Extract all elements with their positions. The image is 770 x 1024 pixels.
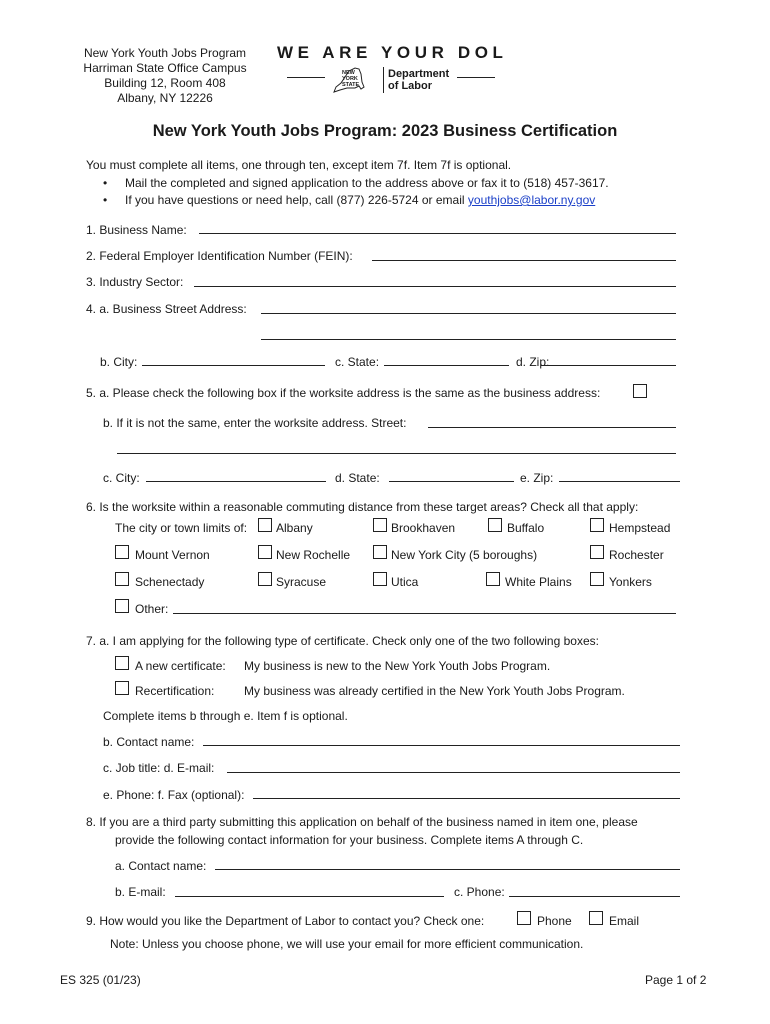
utica-checkbox[interactable] [373,572,387,586]
contact-name-field[interactable] [203,745,680,746]
other-checkbox[interactable] [115,599,129,613]
other-label: Other: [135,602,169,616]
help-instructions [125,193,595,207]
contact-phone-checkbox[interactable] [517,911,531,925]
area-label: White Plains [505,575,572,589]
same-address-checkbox[interactable] [633,384,647,398]
logo-word: NEW [342,70,355,76]
area-label: Buffalo [507,521,545,535]
business-street-field[interactable] [261,313,676,314]
q8a-label: a. Contact name: [115,859,207,873]
q5e-label: e. Zip: [520,471,554,485]
job-title-email-field[interactable] [227,772,680,773]
q5d-label: d. State: [335,471,380,485]
logo-dept-text: Department [388,68,450,80]
business-street-field-2[interactable] [261,339,676,340]
third-party-email-field[interactable] [175,896,444,897]
other-area-field[interactable] [173,613,676,614]
phone-fax-field[interactable] [253,798,680,799]
address-line: Albany, NY 12226 [117,91,213,105]
q5a-label: 5. a. Please check the following box if the worksite address is the same as the business address: [86,386,601,400]
albany-checkbox[interactable] [258,518,272,532]
worksite-street-field-2[interactable] [117,453,676,454]
worksite-city-field[interactable] [146,481,326,482]
q8-label: 8. If you are a third party submitting this application on behalf of the business named in item one, please [86,815,638,829]
area-label: Albany [276,521,313,535]
new-cert-label: A new certificate: [135,659,226,673]
q6-prefix: The city or town limits of: [115,521,248,535]
area-label: Schenectady [135,575,205,589]
contact-note: Note: Unless you choose phone, we will use your email for more efficient communication. [110,937,584,951]
syracuse-checkbox[interactable] [258,572,272,586]
area-label: Mount Vernon [135,548,210,562]
area-label: Utica [391,575,419,589]
logo-word: YORK [342,76,358,82]
worksite-zip-field[interactable] [559,481,680,482]
q8-label-2: provide the following contact information for your business. Complete items A through C. [115,833,584,847]
nyc-checkbox[interactable] [373,545,387,559]
q5c-label: c. City: [103,471,140,485]
schenectady-checkbox[interactable] [115,572,129,586]
q1-label: 1. Business Name: [86,223,187,237]
new-certificate-checkbox[interactable] [115,656,129,670]
area-label: Hempstead [609,521,671,535]
area-label: New Rochelle [276,548,351,562]
third-party-contact-field[interactable] [215,869,680,870]
q2-label: 2. Federal Employer Identification Number (FEIN): [86,249,353,263]
contact-email-checkbox[interactable] [589,911,603,925]
q7c-label: c. Job title: d. E-mail: [103,761,215,775]
q8c-label: c. Phone: [454,885,505,899]
recertification-checkbox[interactable] [115,681,129,695]
phone-option-label: Phone [537,914,572,928]
q7a-label: 7. a. I am applying for the following type of certificate. Check only one of the two following boxes: [86,634,599,648]
logo-dept-text: of Labor [388,80,432,92]
area-label: New York City (5 boroughs) [391,548,538,562]
area-label: Syracuse [276,575,327,589]
q4a-label: 4. a. Business Street Address: [86,302,247,316]
industry-sector-field[interactable] [194,286,676,287]
email-option-label: Email [609,914,640,928]
nys-dol-logo [287,65,497,97]
intro-text: You must complete all items, one through ten, except item 7f. Item 7f is optional. [86,158,512,172]
worksite-state-field[interactable] [389,481,514,482]
address-line: New York Youth Jobs Program [83,46,247,60]
mount-vernon-checkbox[interactable] [115,545,129,559]
q4b-label: b. City: [100,355,138,369]
new-cert-desc: My business is new to the New York Youth Jobs Program. [244,659,551,673]
program-address [60,46,270,106]
q5b-label: b. If it is not the same, enter the worksite address. Street: [103,416,407,430]
address-line: Harriman State Office Campus [83,61,247,75]
new-rochelle-checkbox[interactable] [258,545,272,559]
logo-word: STATE [342,82,360,88]
q8b-label: b. E-mail: [115,885,166,899]
worksite-street-field[interactable] [428,427,676,428]
q6-label: 6. Is the worksite within a reasonable commuting distance from these target areas? Check all that apply: [86,500,639,514]
mail-instructions: Mail the completed and signed application to the address above or fax it to (518) 457-3617. [125,176,609,190]
page-number: Page 1 of 2 [645,973,707,987]
bullet-icon: • [103,193,108,207]
address-line: Building 12, Room 408 [104,76,226,90]
area-label: Rochester [609,548,664,562]
q3-label: 3. Industry Sector: [86,275,184,289]
q4c-label: c. State: [335,355,380,369]
complete-items-note: Complete items b through e. Item f is optional. [103,709,348,723]
business-name-field[interactable] [199,233,676,234]
business-zip-field[interactable] [541,365,676,366]
area-label: Yonkers [609,575,652,589]
business-city-field[interactable] [142,365,325,366]
q9-label: 9. How would you like the Department of Labor to contact you? Check one: [86,914,485,928]
form-title: New York Youth Jobs Program: 2023 Business Certification [152,122,618,140]
recert-desc: My business was already certified in the New York Youth Jobs Program. [244,684,625,698]
brookhaven-checkbox[interactable] [373,518,387,532]
white-plains-checkbox[interactable] [486,572,500,586]
third-party-phone-field[interactable] [509,896,680,897]
q4d-label: d. Zip: [516,355,550,369]
business-state-field[interactable] [384,365,509,366]
yonkers-checkbox[interactable] [590,572,604,586]
bullet-icon: • [103,176,108,190]
q7b-label: b. Contact name: [103,735,195,749]
fein-field[interactable] [372,260,676,261]
area-label: Brookhaven [391,521,456,535]
recert-label: Recertification: [135,684,215,698]
help-text: If you have questions or need help, call (877) 226-5724 or email [125,193,468,207]
rochester-checkbox[interactable] [590,545,604,559]
q7e-label: e. Phone: f. Fax (optional): [103,788,245,802]
form-id: ES 325 (01/23) [60,973,141,987]
email-link[interactable]: youthjobs@labor.ny.gov [467,193,596,207]
buffalo-checkbox[interactable] [488,518,502,532]
dol-tagline: WE ARE YOUR DOL [277,43,508,62]
hempstead-checkbox[interactable] [590,518,604,532]
